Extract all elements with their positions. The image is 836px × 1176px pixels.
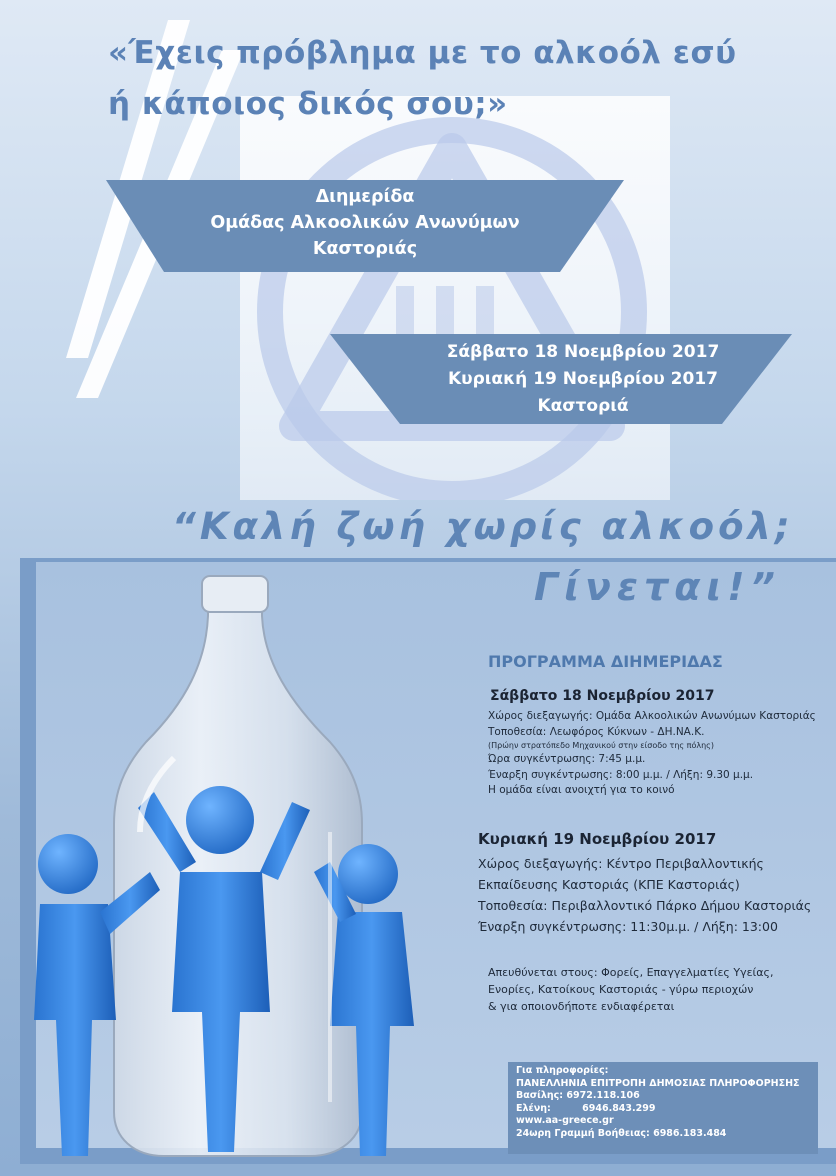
- info-org: ΠΑΝΕΛΛΗΝΙΑ ΕΠΙΤΡΟΠΗ ΔΗΜΟΣΙΑΣ ΠΛΗΡΟΦΟΡΗΣΗΣ: [516, 1077, 800, 1089]
- audience: [488, 964, 828, 1015]
- slogan-line-2: Γίνεται!”: [534, 565, 782, 609]
- day2-venue-1: Χώρος διεξαγωγής: Κέντρο Περιβαλλοντικής: [478, 856, 764, 871]
- info-header: Για πληροφορίες:: [516, 1065, 609, 1076]
- event-banner-line-3: Καστοριάς: [312, 239, 418, 259]
- day1-times: Έναρξη συγκέντρωσης: 8:00 μ.μ. / Λήξη: 9.30 μ.μ.: [488, 768, 754, 781]
- dates-banner: [400, 339, 766, 420]
- day1-details: [488, 709, 828, 799]
- program-title: ΠΡΟΓΡΑΜΜΑ ΔΙΗΜΕΡΙΔΑΣ: [488, 652, 723, 671]
- headline-line-2: ή κάποιος δικός σου;»: [108, 86, 508, 122]
- day2-venue-2: Εκπαίδευσης Καστοριάς (ΚΠΕ Καστοριάς): [478, 877, 740, 892]
- contact-1-name: Βασίλης:: [516, 1090, 564, 1101]
- audience-line-3: & για οποιονδήποτε ενδιαφέρεται: [488, 1000, 675, 1013]
- slogan-line-1: “Καλή ζωή χωρίς αλκοόλ;: [172, 505, 794, 548]
- bottle-with-figures-illustration: [30, 572, 450, 1162]
- contact-2: [516, 1103, 810, 1116]
- hotline: 24ωρη Γραμμή Βοήθειας: 6986.183.484: [516, 1127, 727, 1139]
- day1-venue: Χώρος διεξαγωγής: Ομάδα Αλκοολικών Ανωνύμων Καστοριάς: [488, 710, 816, 722]
- day1-open: Η ομάδα είναι ανοιχτή για το κοινό: [488, 784, 675, 796]
- contact-1: [516, 1090, 810, 1103]
- day2-details: [478, 853, 828, 937]
- dates-banner-line-3: Καστοριά: [537, 396, 629, 416]
- contact-2-name: Ελένη:: [516, 1102, 551, 1114]
- day2-times: Έναρξη συγκέντρωσης: 11:30μ.μ. / Λήξη: 13:00: [478, 919, 778, 934]
- contact-2-phone[interactable]: 6946.843.299: [582, 1102, 656, 1114]
- event-banner-line-1: Διημερίδα: [315, 187, 415, 207]
- audience-line-1: Απευθύνεται στους: Φορείς, Επαγγελματίες Υγείας,: [488, 966, 774, 979]
- contact-1-phone[interactable]: 6972.118.106: [566, 1090, 640, 1101]
- day1-location: Τοποθεσία: Λεωφόρος Κύκνων - ΔΗ.ΝΑ.Κ.: [488, 725, 705, 738]
- dates-banner-line-2: Κυριακή 19 Νοεμβρίου 2017: [447, 369, 719, 389]
- day2-location: Τοποθεσία: Περιβαλλοντικό Πάρκο Δήμου Καστοριάς: [478, 898, 812, 913]
- day1-location-note: (Πρώην στρατόπεδο Μηχανικού στην είσοδο της πόλης): [488, 741, 714, 750]
- dates-banner-line-1: Σάββατο 18 Νοεμβρίου 2017: [446, 342, 720, 362]
- website-link[interactable]: www.aa-greece.gr: [516, 1115, 614, 1126]
- day2-title: Κυριακή 19 Νοεμβρίου 2017: [478, 830, 717, 848]
- event-banner-line-2: Ομάδας Αλκοολικών Ανωνύμων: [210, 213, 520, 233]
- info-box: [508, 1062, 818, 1154]
- day1-gathering: Ώρα συγκέντρωσης: 7:45 μ.μ.: [488, 753, 646, 765]
- aa-logo-watermark-icon: [240, 96, 670, 500]
- audience-line-2: Ενορίες, Κατοίκους Καστοριάς - γύρω περιοχών: [488, 983, 754, 996]
- headline: [108, 28, 828, 130]
- headline-line-1: «Έχεις πρόβλημα με το αλκοόλ εσύ: [108, 35, 737, 71]
- event-banner: [106, 184, 624, 262]
- day1-title: Σάββατο 18 Νοεμβρίου 2017: [490, 688, 715, 704]
